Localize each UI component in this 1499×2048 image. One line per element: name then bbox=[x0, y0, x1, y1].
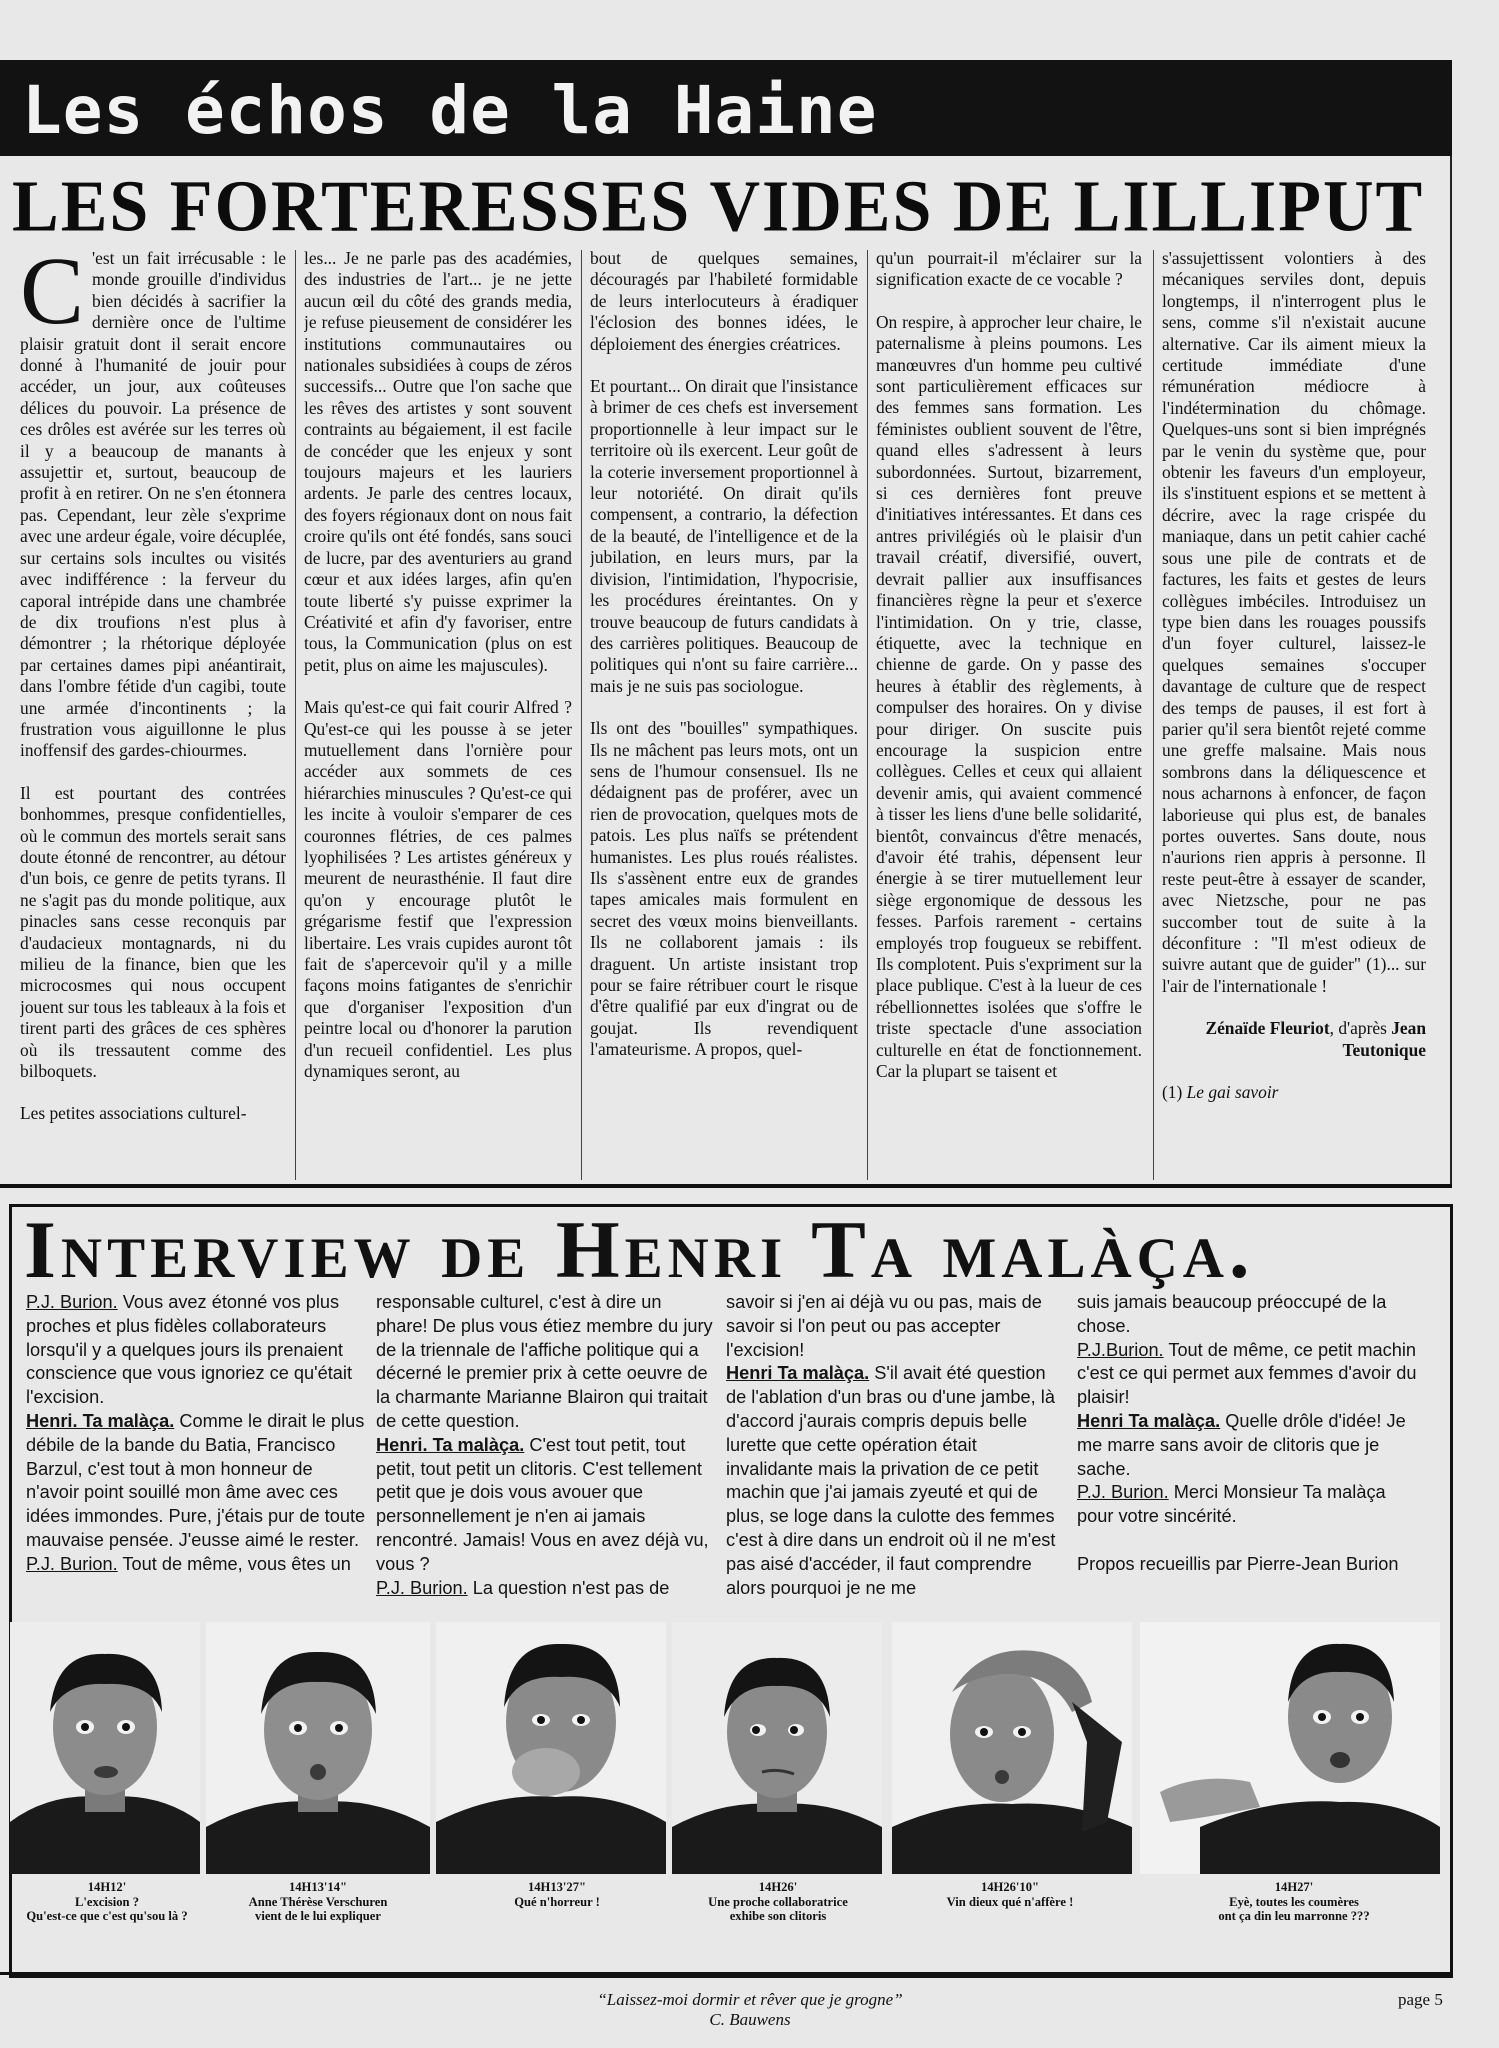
photo-caption-4 bbox=[668, 1880, 888, 1924]
caption-time: 14H13'27" bbox=[527, 1880, 587, 1894]
article-column-4 bbox=[876, 248, 1142, 1178]
caption-time: 14H26' bbox=[758, 1880, 798, 1894]
portrait-photo-4 bbox=[672, 1622, 882, 1874]
column-rule bbox=[295, 250, 296, 1180]
portrait-image bbox=[1140, 1622, 1440, 1874]
footnote-title: Le gai savoir bbox=[1186, 1082, 1279, 1103]
caption-line: Vin dieux qué n'affère ! bbox=[946, 1894, 1074, 1909]
article-paragraph: Il est pourtant des contrées bonhommes, presque confidentielles, où le commun des mortels serait sans doute étonné de rencontrer, au détour d'un bois, ce genre de petits tyrans. Il ne s'agit pas du monde politique, aux pinacles sans cesse reconquis par d'audacieux montagnards, ni du milieu de la finance, bien que les microcosmes qui nous occupent jouent sur tous les tableaux à la fois et tirent parti des grâces de ces sphères où ils tressautent comme des bilboquets. bbox=[20, 782, 286, 1082]
column-rule bbox=[1153, 250, 1154, 1180]
article-paragraph: Mais qu'est-ce qui fait courir Alfred ? Qu'est-ce qui les pousse à se jeter mutuellement dans l'ornière pour accéder aux sommets de ces hiérarchies minuscules ? Qu'est-ce qui les incite à vouloir s'emparer de ces couronnes flétries, de ces palmes lyophilisées ? Les artistes généreux y meurent de neurasthénie. Il faut dire qu'on y encourage plutôt le grégarisme festif que l'expression libertaire. Les vrais cupides auront tôt fait de s'apercevoir qu'il y a mille façons moins fatigantes de s'enrichir que d'organiser l'exposition d'un peintre local ou d'honorer la parution d'un recueil confidentiel. Les plus dynamiques seront, au bbox=[304, 697, 572, 1082]
caption-line: Eyè, toutes les coumères bbox=[1229, 1894, 1359, 1909]
interview-credit: Propos recueillis par Pierre-Jean Burion bbox=[1077, 1553, 1399, 1574]
interview-title: Interview de Henri Ta malàça. bbox=[24, 1204, 1255, 1295]
interview-entry: Henri. Ta malàça. C'est tout petit, tout petit, tout petit un clitoris. C'est tellement petit que je dois vous avouer que personnellement je n'en ai jamais rencontré. Jamais! Vous en avez déjà vu, vous ? bbox=[376, 1434, 709, 1574]
signature-author: Zénaïde Fleuriot bbox=[1205, 1018, 1330, 1039]
portrait-photo-3 bbox=[436, 1622, 666, 1874]
article-headline: LES FORTERESSES VIDES DE LILLIPUT bbox=[12, 166, 1425, 248]
speaker-name: Henri. Ta malàça. bbox=[376, 1434, 525, 1455]
footnote-number: (1) bbox=[1162, 1082, 1187, 1103]
column-rule bbox=[867, 250, 868, 1180]
portrait-photo-6 bbox=[1140, 1622, 1440, 1874]
speaker-name: P.J. Burion. bbox=[376, 1577, 468, 1598]
speaker-name: Henri Ta malàça. bbox=[726, 1363, 870, 1384]
caption-time: 14H27' bbox=[1274, 1880, 1314, 1894]
speaker-name: P.J. Burion. bbox=[1077, 1482, 1169, 1503]
caption-line: Une proche collaboratrice bbox=[708, 1894, 848, 1909]
interview-entry: P.J. Burion. Merci Monsieur Ta malàça pour votre sincérité. bbox=[1077, 1482, 1386, 1527]
interview-column-1 bbox=[26, 1291, 366, 1577]
article-paragraph: s'assujettissent volontiers à des mécaniques serviles dont, depuis longtemps, il n'interrogent plus le sens, comme s'il n'existait aucune alternative. Car ils aiment mieux la certitude immédiate d'une rémunération médiocre à l'indétermination du chômage. Quelques-uns sont si bien imprégnés par le venin du système que, pour obtenir les faveurs d'un employeur, ils s'instituent espions et se mettent à décrire, avec la rage crispée du maniaque, dans un petit cahier caché sous une pile de contrats et de factures, les faits et gestes de leurs collègues imbéciles. Introduisez un type bien dans les rouages poussifs d'un foyer culturel, laissez-le quelques semaines s'occuper davantage de culture que de respect des temps de pauses, il est fort à parier qu'il sera bientôt rejeté comme une greffe malsaine. Mais nous sombrons dans la déliquescence et nous acharnons à enfoncer, de façon laborieuse qui plus est, de banales portes ouvertes. Sans doute, nous n'aurions rien appris à personne. Il reste peut-être à essayer de scander, avec Nietzsche, pour ne pas succomber tout de suite à la déconfiture : "Il m'est odieux de suivre autant que de guider" (1)... sur l'air de l'internationale ! bbox=[1162, 248, 1426, 996]
photo-caption-6 bbox=[1184, 1880, 1404, 1924]
interview-entry: P.J. Burion. Vous avez étonné vos plus proches et plus fidèles collaborateurs lorsqu'il y a quelques jours ils prenaient conscience que vous ignoriez ce qu'était l'excision. bbox=[26, 1292, 352, 1408]
section-divider bbox=[0, 1184, 1452, 1188]
article-paragraph: C 'est un fait irrécusable : le monde grouille d'individus bien décidés à sacrifier la dernière once de l'ultime plaisir gratuit dont il serait encore donné à l'humanité de jouir pour accéder, un jour, aux coûteuses délices du pouvoir. La présence de ces drôles est avérée sur les terres où il y a beaucoup de manants à assujettir et, surtout, beaucoup de profit à en retirer. On ne s'en étonnera pas. Cependant, leur zèle s'exprime avec une ardeur égale, voire décuplée, sur certains sols incultes ou visités avec indifférence : la ferveur du caporal intrépide dans une chambrée de dix troufions n'est plus à démontrer ; la rhétorique déployée par certaines dames pipi anéantirait, dans l'ombre fétide d'un cagibi, toute une armée d'incontinents ; la frustration vous aiguillonne le plus inoffensif des gardes-chiourmes. bbox=[20, 248, 286, 761]
portrait-photo-5 bbox=[892, 1622, 1132, 1874]
photo-caption-5 bbox=[900, 1880, 1120, 1909]
article-signature bbox=[1162, 1018, 1426, 1061]
caption-line: ont ça din leu marronne ??? bbox=[1218, 1909, 1370, 1924]
column-rule bbox=[581, 250, 582, 1180]
caption-time: 14H13'14" bbox=[288, 1880, 348, 1894]
speaker-name: Henri. Ta malàça. bbox=[26, 1410, 175, 1431]
portrait-image bbox=[206, 1622, 430, 1874]
section-title: Les échos de la Haine bbox=[22, 72, 878, 149]
interview-entry: P.J. Burion. Tout de même, vous êtes un bbox=[26, 1553, 351, 1574]
article-column-3 bbox=[590, 248, 858, 1178]
article-column-5 bbox=[1162, 248, 1426, 1178]
article-paragraph: Les petites associations culturel- bbox=[20, 1103, 247, 1124]
caption-line: Anne Thérèse Verschuren bbox=[248, 1894, 388, 1909]
article-column-1 bbox=[20, 248, 286, 1178]
interview-entry: suis jamais beaucoup préoccupé de la chose. bbox=[1077, 1292, 1387, 1336]
speaker-name: P.J. Burion. bbox=[26, 1553, 118, 1574]
photo-caption-2 bbox=[208, 1880, 428, 1924]
page-number: page 5 bbox=[1398, 1990, 1443, 2009]
article-paragraph: On respire, à approcher leur chaire, le paternalisme à pleins poumons. Les manœuvres d'un homme peu cultivé sont particulièrement efficaces sur des femmes sans formation. Les féministes oublient souvent de l'être, quand elles s'adressent à leurs subordonnées. Surtout, bizarrement, si ces dernières font preuve d'initiatives intéressantes. Et dans ces antres privilégiés où le plaisir d'un travail créatif, diversifié, ouvert, devrait pallier aux insuffisances financières règne la peur et s'exerce l'intimidation. On y trie, classe, étiquette, avec la technique en chienne de garde. On y passe des heures à établir des règlements, à compulser des horaires. On y divise pour diriger. On suscite puis encourage la suspicion entre collègues. Celles et ceux qui allaient devenir amis, qui avaient commencé à tisser les liens d'une belle solidarité, bientôt, convaincus d'être menacés, d'avoir été trahis, dépensent leur énergie à se tirer mutuellement leur siège ergonomique de dessous les fesses. Parfois rarement - certains employés trop fougueux se rebiffent. Ils complotent. Puis s'expriment sur la place publique. C'est à la lueur de ces rébellionnettes isolées que s'offre le triste spectacle d'une association culturelle en état de fonctionnement. Car la plupart se taisent et bbox=[876, 311, 1142, 1082]
signature-connector: , d'après bbox=[1329, 1018, 1392, 1039]
portrait-photo-2 bbox=[206, 1622, 430, 1874]
portrait-photo-1 bbox=[10, 1622, 200, 1874]
interview-entry: Henri Ta malàça. Quelle drôle d'idée! Je me marre sans avoir de clitoris que je sache. bbox=[1077, 1410, 1406, 1479]
article-column-2 bbox=[304, 248, 572, 1178]
caption-line: Qu'est-ce que c'est qu'sou là ? bbox=[26, 1909, 188, 1924]
interview-column-4 bbox=[1077, 1291, 1417, 1577]
photo-caption-3 bbox=[447, 1880, 667, 1909]
interview-entry: P.J.Burion. Tout de même, ce petit machin c'est ce qui permet aux femmes d'avoir du plaisir! bbox=[1077, 1339, 1417, 1408]
portrait-image bbox=[436, 1622, 666, 1874]
quote-text: “Laissez-moi dormir et rêver que je grogne” bbox=[597, 1990, 903, 2009]
signature-source: Jean Teutonique bbox=[1342, 1018, 1426, 1060]
article-paragraph: qu'un pourrait-il m'éclairer sur la signification exacte de ce vocable ? bbox=[876, 248, 1142, 290]
caption-line: vient de le lui expliquer bbox=[255, 1909, 381, 1924]
article-paragraph: Et pourtant... On dirait que l'insistance à brimer de ces chefs est inversement proportionnelle à leur impact sur le territoire où ils exercent. Leur goût de la coterie inversement proportionnel à leur notoriété. On dirait qu'ils compensent, a contrario, la défection de la beauté, de l'intelligence et de la jubilation, en leurs murs, par la division, l'intimidation, l'hypocrisie, les procédures éreintantes. On y trouve beaucoup de futurs candidats à des carrières politiques. Beaucoup de politiques qui n'ont su faire carrière... mais je ne suis pas sociologue. bbox=[590, 376, 858, 696]
article-paragraph: Ils ont des "bouilles" sympathiques. Ils ne mâchent pas leurs mots, ont un sens de l'humour consensuel. Ils ne dédaignent pas de proférer, avec un rien de provocation, quelques mots de patois. Les plus naïfs se prétendent humanistes. Les plus roués réalistes. Ils s'assènent entre eux de grandes tapes amicales mais formulent en secret des vœux moins bienveillants. Ils ne collaborent jamais : ils draguent. Un artiste insistant trop pour se faire rétribuer court le risque d'être qualifié par eux d'ingrat ou de goujat. Ils revendiquent l'amateurisme. A propos, quel- bbox=[590, 718, 858, 1060]
speaker-name: P.J. Burion. bbox=[26, 1292, 118, 1312]
caption-line: exhibe son clitoris bbox=[729, 1909, 827, 1924]
caption-time: 14H26'10" bbox=[980, 1880, 1040, 1894]
photo-caption-1 bbox=[0, 1880, 217, 1924]
interview-entry: responsable culturel, c'est à dire un phare! De plus vous étiez membre du jury de la triennale de l'affiche politique qui a décerné le premier prix à cette oeuvre de la charmante Marianne Blairon qui traitait de cette question. bbox=[376, 1292, 713, 1431]
portrait-image bbox=[892, 1622, 1132, 1874]
interview-entry: Henri. Ta malàça. Comme le dirait le plus débile de la bande du Batia, Francisco Barzul, c'est tout à mon honneur de n'avoir point souillé mon âme avec ces idées immondes. Pure, j'étais pur de toute mauvaise pensée. J'eusse aimé le rester. bbox=[26, 1410, 366, 1550]
article-footnote bbox=[1162, 1082, 1426, 1103]
article-paragraph: les... Je ne parle pas des académies, des industries de l'art... je ne jette aucun œil du côté des grands media, je refuse pieusement de considérer les institutions communautaires ou nationales subsidiées à coups de zéros successifs... Outre que l'on sache que les rêves des artistes y sont souvent contraints au bégaiement, il est facile de concéder que les enjeux y sont toujours majeurs et les lauriers ardents. Je parle des centres locaux, des foyers régionaux dont on nous fait croire qu'ils ont été fondés, sans souci de lucre, par des aventuriers au grand cœur et aux idées larges, afin qu'en toute liberté s'y puisse exprimer la Créativité et afin d'y favoriser, entre tous, la Communication (plus on est petit, plus on aime les majuscules). bbox=[304, 248, 572, 675]
quote-author: C. Bauwens bbox=[709, 2010, 791, 2029]
caption-time: 14H12' bbox=[87, 1880, 127, 1894]
footer-quote bbox=[440, 1990, 1060, 2030]
speaker-name: P.J.Burion. bbox=[1077, 1339, 1164, 1360]
drop-cap: C bbox=[20, 248, 85, 344]
interview-column-2 bbox=[376, 1291, 716, 1600]
caption-line: L'excision ? bbox=[74, 1894, 140, 1909]
speaker-name: Henri Ta malàça. bbox=[1077, 1410, 1221, 1431]
portrait-image bbox=[10, 1622, 200, 1874]
bottom-divider bbox=[0, 1972, 1452, 1975]
interview-entry: P.J. Burion. La question n'est pas de bbox=[376, 1577, 670, 1598]
caption-line: Qué n'horreur ! bbox=[514, 1894, 600, 1909]
interview-entry: Henri Ta malàça. S'il avait été question de l'ablation d'un bras ou d'une jambe, là d'accord j'aurais compris depuis belle lurette que cette opération était invalidante mais la privation de ce petit machin que j'ai jamais zyeuté et qui de plus, se loge dans la culotte des femmes c'est à dire dans un endroit où il ne m'est pas aisé d'accéder, il faut comprendre alors pourquoi je ne me bbox=[726, 1363, 1056, 1598]
interview-entry: savoir si j'en ai déjà vu ou pas, mais de savoir si l'on peut ou pas accepter l'excision! bbox=[726, 1292, 1042, 1360]
article-paragraph: bout de quelques semaines, découragés par l'habileté formidable de leurs interlocuteurs à éradiquer l'éclosion des bonnes idées, le déploiement des énergies créatrices. bbox=[590, 248, 858, 354]
portrait-image bbox=[672, 1622, 882, 1874]
interview-column-3 bbox=[726, 1291, 1066, 1600]
